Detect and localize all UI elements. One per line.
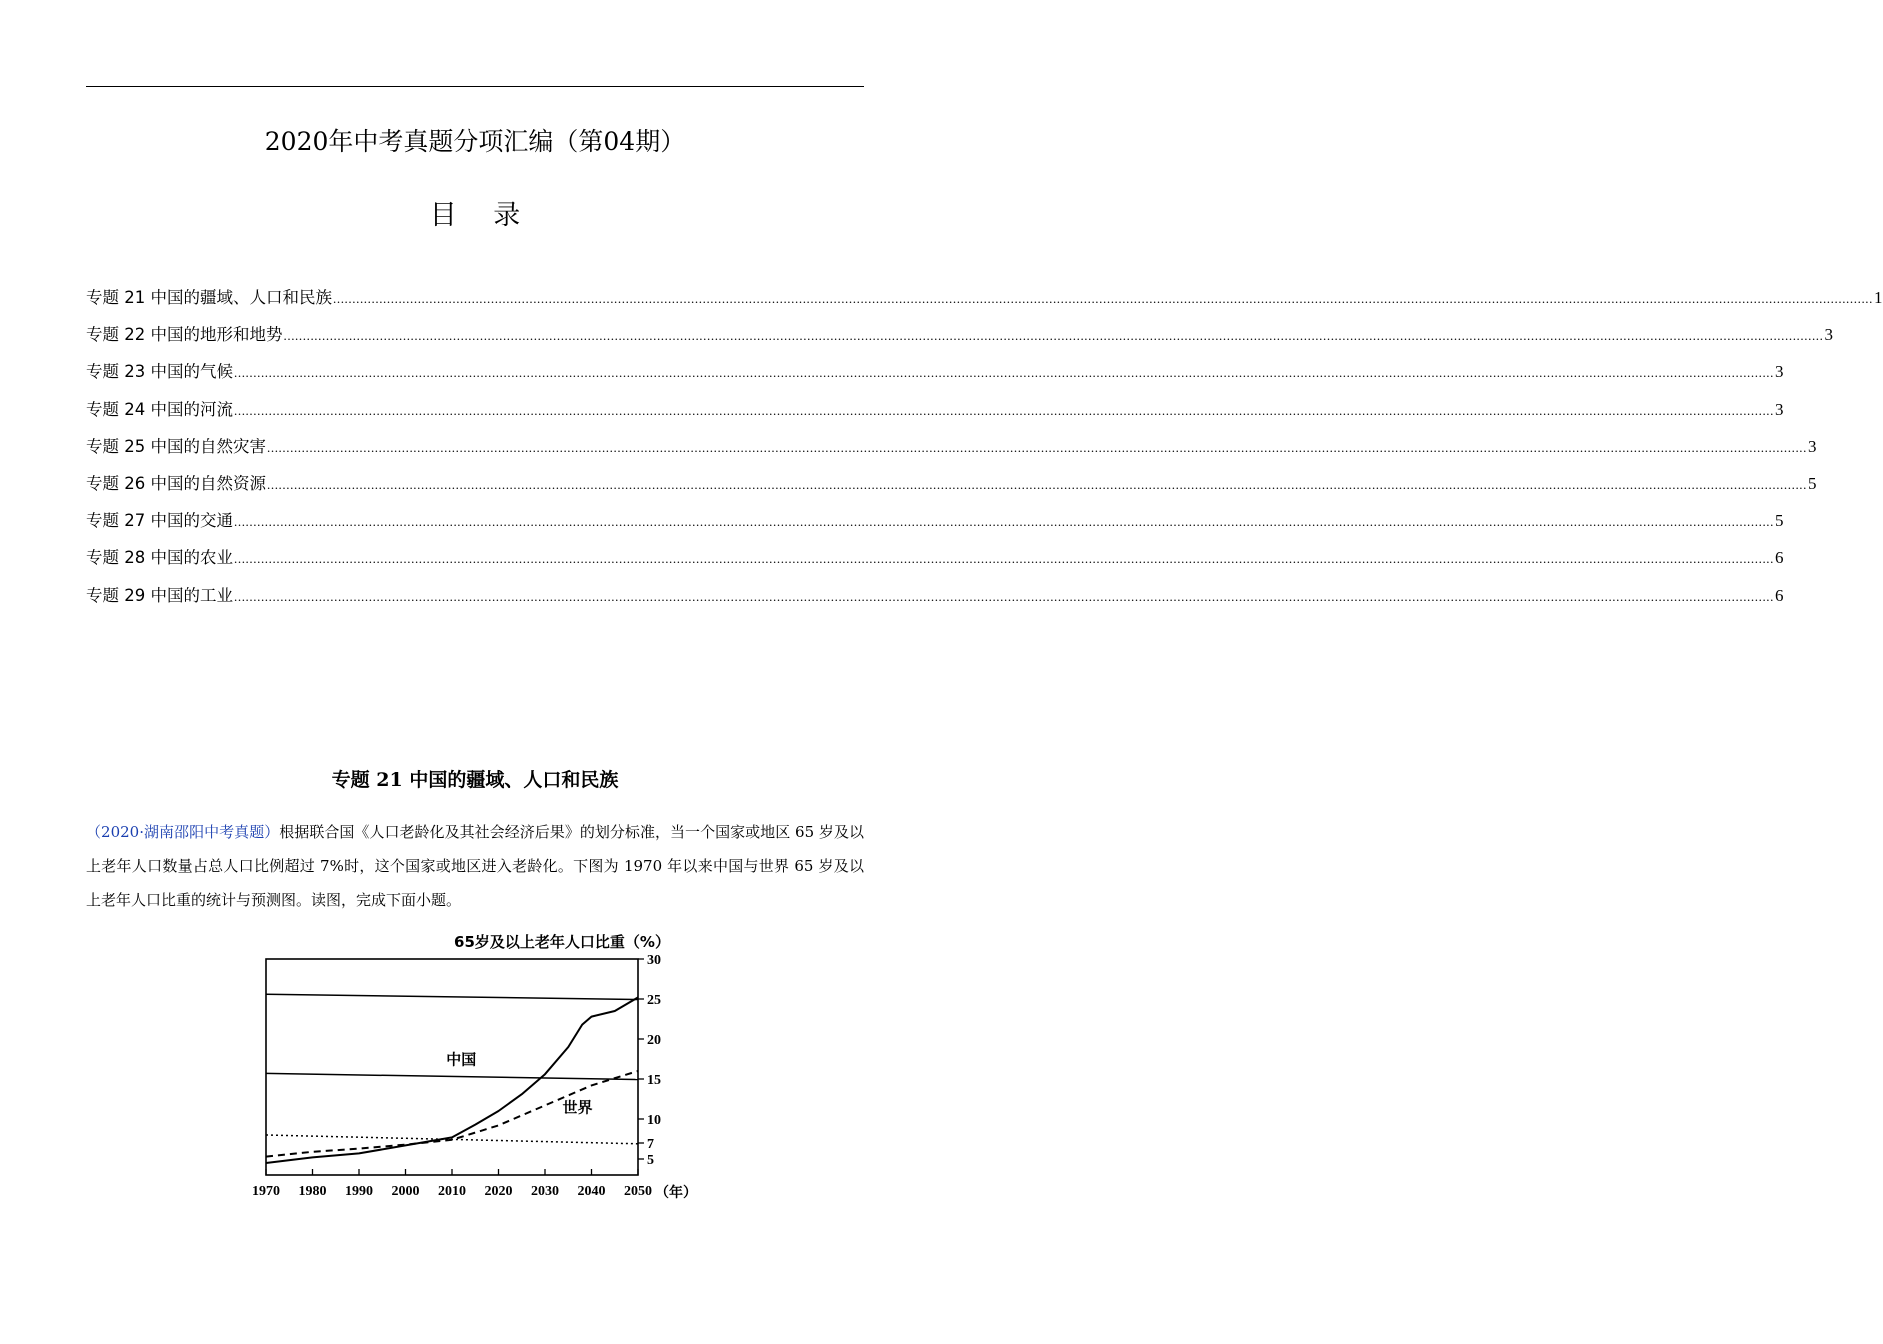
toc-entry[interactable] xyxy=(86,358,1784,395)
x-tick-label: 1980 xyxy=(298,1184,327,1199)
x-tick-label: 2030 xyxy=(531,1184,559,1199)
toc-entry-label: 专题 28 中国的农业 xyxy=(86,548,233,568)
toc-entry-page: 3 xyxy=(1775,399,1784,419)
toc-entry[interactable] xyxy=(86,507,1784,544)
x-tick-label: 2010 xyxy=(438,1184,466,1199)
question-paragraph xyxy=(86,815,864,917)
chart-svg xyxy=(236,925,716,1205)
toc-heading: 目 录 xyxy=(429,200,535,231)
document-title: 2020年中考真题分项汇编（第04期） xyxy=(264,127,686,156)
y-tick-label: 25 xyxy=(647,993,661,1008)
reference-line xyxy=(266,994,638,999)
x-axis-label: （年） xyxy=(655,1185,697,1201)
line-chart xyxy=(236,925,716,1205)
toc-entry-label: 专题 26 中国的自然资源 xyxy=(86,473,266,493)
reference-line xyxy=(266,1073,638,1079)
toc-entry-label: 专题 23 中国的气候 xyxy=(86,362,233,382)
toc-entry-page: 3 xyxy=(1824,325,1833,345)
toc-leader-dots: ................................................................................................................................................................................................................................................................................................................................................................................................................ xyxy=(267,476,1807,492)
y-tick-label: 5 xyxy=(647,1153,654,1168)
toc-entry[interactable] xyxy=(86,544,1784,581)
toc-entry[interactable] xyxy=(86,582,1784,619)
y-tick-label: 20 xyxy=(647,1033,661,1048)
header-rule xyxy=(86,86,864,87)
toc-entry-label: 专题 22 中国的地形和地势 xyxy=(86,325,283,345)
toc-leader-dots: ................................................................................................................................................................................................................................................................................................................................................................................................................ xyxy=(234,514,1774,530)
toc-entry-page: 3 xyxy=(1775,362,1784,382)
toc-entry-page: 5 xyxy=(1775,511,1784,531)
question-text: 根据联合国《人口老龄化及其社会经济后果》的划分标准，当一个国家或地区 65 岁及以上老年人口数量占总人口比例超过 7%时，这个国家或地区进入老龄化。下图为 1970 年以来中国与世界 65 岁及以上老年人口比重的统计与预测图。读图，完成下面小题。 xyxy=(86,823,864,909)
toc-leader-dots: ................................................................................................................................................................................................................................................................................................................................................................................................................ xyxy=(267,439,1807,455)
toc-entry-label: 专题 29 中国的工业 xyxy=(86,585,233,605)
series-label: 中国 xyxy=(446,1050,477,1069)
toc-entry-page: 3 xyxy=(1808,436,1817,456)
toc-entry-page: 6 xyxy=(1775,548,1784,568)
toc-entry-page: 1 xyxy=(1874,288,1883,307)
toc-entry[interactable] xyxy=(86,284,1883,321)
toc-leader-dots: ................................................................................................................................................................................................................................................................................................................................................................................................................ xyxy=(234,551,1774,567)
toc-entry-page: 6 xyxy=(1775,585,1784,605)
toc-entry[interactable] xyxy=(86,470,1817,507)
y-tick-label: 30 xyxy=(647,953,661,968)
toc-entry[interactable] xyxy=(86,396,1784,433)
y-tick-label: 7 xyxy=(647,1137,654,1152)
toc-leader-dots: ................................................................................................................................................................................................................................................................................................................................................................................................................ xyxy=(234,365,1774,381)
x-tick-label: 1970 xyxy=(252,1184,280,1199)
toc-entry-label: 专题 27 中国的交通 xyxy=(86,511,233,531)
toc-entry-label: 专题 24 中国的河流 xyxy=(86,399,233,419)
series-label: 世界 xyxy=(562,1098,593,1117)
toc-leader-dots: ................................................................................................................................................................................................................................................................................................................................................................................................................ xyxy=(234,588,1774,604)
toc-leader-dots: ................................................................................................................................................................................................................................................................................................................................................................................................................ xyxy=(283,328,1824,344)
question-source: （2020·湖南邵阳中考真题） xyxy=(86,823,280,841)
y-tick-label: 10 xyxy=(647,1113,661,1128)
x-tick-label: 2040 xyxy=(577,1184,606,1199)
toc-leader-dots: ................................................................................................................................................................................................................................................................................................................................................................................................................ xyxy=(234,402,1774,418)
chart-title: 65岁及以上老年人口比重（%） xyxy=(454,933,670,951)
x-tick-label: 2050 xyxy=(624,1184,652,1199)
series-line-0 xyxy=(266,997,638,1163)
toc-entry[interactable] xyxy=(86,433,1817,470)
toc-leader-dots: ................................................................................................................................................................................................................................................................................................................................................................................................................ xyxy=(333,291,1873,306)
x-tick-label: 2000 xyxy=(391,1184,420,1199)
toc-entry-label: 专题 25 中国的自然灾害 xyxy=(86,436,266,456)
table-of-contents xyxy=(86,284,1883,619)
x-tick-label: 2020 xyxy=(484,1184,513,1199)
toc-entry-label: 专题 21 中国的疆域、人口和民族 xyxy=(86,288,332,307)
toc-entry[interactable] xyxy=(86,321,1833,358)
toc-entry-page: 5 xyxy=(1808,473,1817,493)
y-tick-label: 15 xyxy=(647,1073,661,1088)
section-title: 专题 21 中国的疆域、人口和民族 xyxy=(331,769,619,791)
x-tick-label: 1990 xyxy=(345,1184,373,1199)
